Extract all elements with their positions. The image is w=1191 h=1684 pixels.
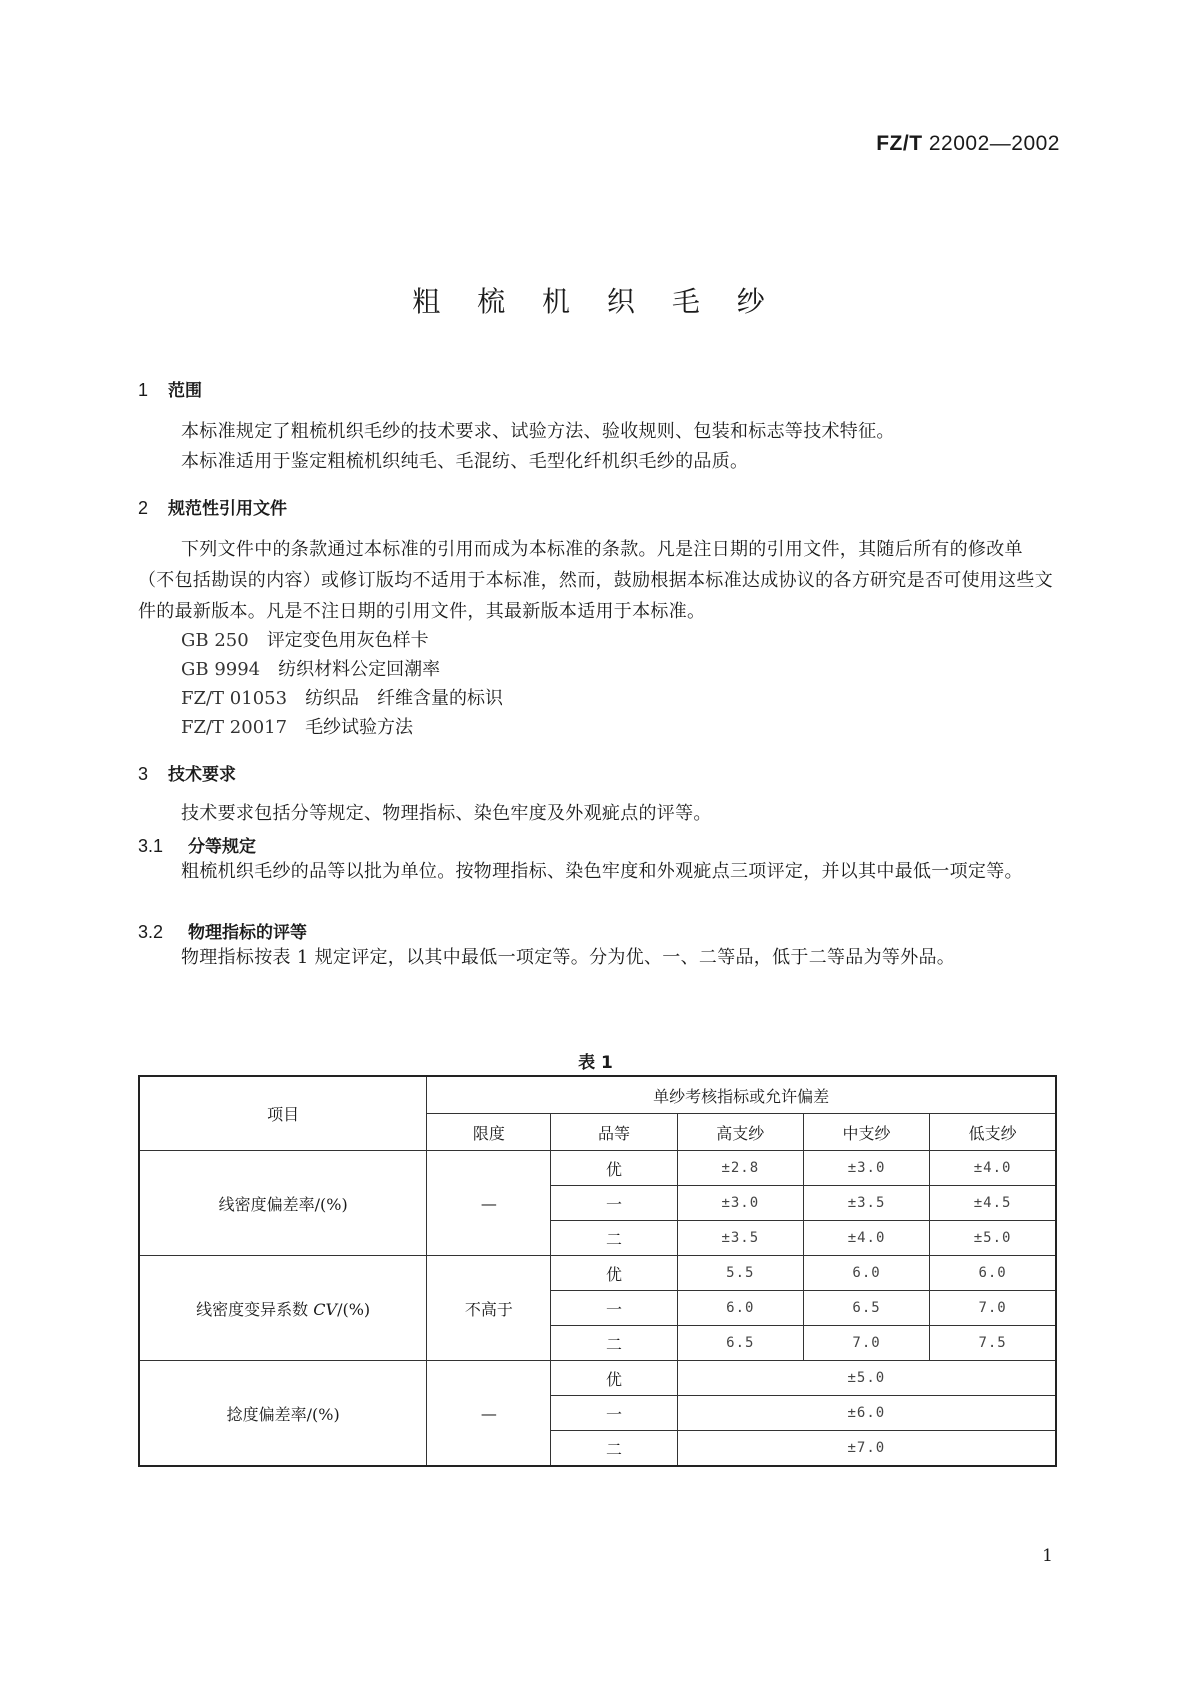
- reference-name: 纺织材料公定回潮率: [278, 659, 441, 680]
- header-grade: 品等: [551, 1114, 677, 1151]
- reference-item: [181, 655, 440, 681]
- section-3-heading: [138, 760, 236, 785]
- value-cell: ±3.5: [677, 1221, 803, 1256]
- value-cell: 6.0: [677, 1291, 803, 1326]
- header-low: 低支纱: [930, 1114, 1056, 1151]
- section-title: 分等规定: [188, 837, 256, 857]
- header-group: 单纱考核指标或允许偏差: [427, 1076, 1056, 1114]
- grade-cell: 一: [551, 1396, 677, 1431]
- table-row: [139, 1256, 1056, 1291]
- value-cell: ±4.0: [930, 1151, 1056, 1186]
- reference-name: 毛纱试验方法: [305, 717, 414, 738]
- section-number: 2: [138, 498, 149, 518]
- section-3-1-para: 粗梳机织毛纱的品等以批为单位。按物理指标、染色牢度和外观疵点三项评定，并以其中最低一项定等。: [181, 861, 1023, 882]
- standard-code-number: 22002—2002: [928, 132, 1060, 155]
- item-cell: 捻度偏差率/(%): [139, 1361, 427, 1467]
- value-cell: 7.0: [930, 1291, 1056, 1326]
- section-3-para-1: 技术要求包括分等规定、物理指标、染色牢度及外观疵点的评等。: [181, 803, 712, 824]
- table-row: [139, 1361, 1056, 1396]
- item-text: /(%): [337, 1299, 371, 1319]
- reference-code: GB 250: [181, 630, 249, 651]
- value-cell: 7.5: [930, 1326, 1056, 1361]
- reference-code: FZ/T 01053: [181, 688, 288, 709]
- value-cell: 6.0: [803, 1256, 929, 1291]
- limit-cell: —: [427, 1361, 551, 1467]
- value-cell: ±3.5: [803, 1186, 929, 1221]
- page-number: 1: [1042, 1546, 1053, 1566]
- grade-cell: 二: [551, 1431, 677, 1467]
- section-title: 技术要求: [168, 765, 236, 785]
- value-cell: 6.5: [677, 1326, 803, 1361]
- value-cell: 5.5: [677, 1256, 803, 1291]
- grade-cell: 优: [551, 1256, 677, 1291]
- section-number: 1: [138, 380, 149, 400]
- limit-cell: 不高于: [427, 1256, 551, 1361]
- value-cell: 6.5: [803, 1291, 929, 1326]
- value-cell: ±5.0: [930, 1221, 1056, 1256]
- value-cell-merged: ±7.0: [677, 1431, 1056, 1467]
- value-cell-merged: ±6.0: [677, 1396, 1056, 1431]
- item-text-cv: CV: [313, 1299, 338, 1319]
- section-1-heading: [138, 376, 202, 401]
- grade-cell: 一: [551, 1186, 677, 1221]
- grade-cell: 优: [551, 1361, 677, 1396]
- item-cell: 线密度偏差率/(%): [139, 1151, 427, 1256]
- section-3-2-heading: [138, 918, 307, 943]
- header-high: 高支纱: [677, 1114, 803, 1151]
- value-cell-merged: ±5.0: [677, 1361, 1056, 1396]
- grading-table: [138, 1075, 1057, 1467]
- grade-cell: 二: [551, 1326, 677, 1361]
- grade-cell: 优: [551, 1151, 677, 1186]
- section-3-1-heading: [138, 832, 256, 857]
- item-text: 线密度变异系数: [196, 1299, 314, 1319]
- reference-code: GB 9994: [181, 659, 261, 680]
- reference-item: [181, 684, 503, 710]
- section-number: 3: [138, 764, 149, 784]
- section-number: 3.2: [138, 922, 164, 942]
- value-cell: 7.0: [803, 1326, 929, 1361]
- section-3-2-para: 物理指标按表 1 规定评定，以其中最低一项定等。分为优、一、二等品，低于二等品为等外品。: [181, 947, 956, 968]
- document-title: 粗 梳 机 织 毛 纱: [412, 285, 779, 318]
- header-mid: 中支纱: [803, 1114, 929, 1151]
- grade-cell: 二: [551, 1221, 677, 1256]
- section-1-para-2: 本标准适用于鉴定粗梳机织纯毛、毛混纺、毛型化纤机织毛纱的品质。: [181, 451, 749, 472]
- reference-item: [181, 713, 413, 739]
- value-cell: ±3.0: [803, 1151, 929, 1186]
- reference-name: 纺织品 纤维含量的标识: [305, 688, 504, 709]
- reference-code: FZ/T 20017: [181, 717, 288, 738]
- limit-cell: —: [427, 1151, 551, 1256]
- standard-code-prefix: FZ/T: [876, 132, 923, 155]
- value-cell: 6.0: [930, 1256, 1056, 1291]
- value-cell: ±2.8: [677, 1151, 803, 1186]
- value-cell: ±4.0: [803, 1221, 929, 1256]
- header-item: 项目: [139, 1076, 427, 1151]
- section-1-para-1: 本标准规定了粗梳机织毛纱的技术要求、试验方法、验收规则、包装和标志等技术特征。: [181, 421, 895, 442]
- item-cell: [139, 1256, 427, 1361]
- section-title: 范围: [168, 381, 202, 401]
- table-caption: 表 1: [578, 1053, 613, 1073]
- section-2-heading: [138, 494, 287, 519]
- value-cell: ±3.0: [677, 1186, 803, 1221]
- reference-item: [181, 626, 429, 652]
- reference-name: 评定变色用灰色样卡: [266, 630, 429, 651]
- section-2-para-1: 下列文件中的条款通过本标准的引用而成为本标准的条款。凡是注日期的引用文件，其随后所有的修改单（不包括勘误的内容）或修订版均不适用于本标准，然而，鼓励根据本标准达成协议的各方研究是否可使用这些文件的最新版本。凡是不注日期的引用文件，其最新版本适用于本标准。: [138, 539, 1053, 622]
- section-number: 3.1: [138, 836, 164, 856]
- value-cell: ±4.5: [930, 1186, 1056, 1221]
- table-header-row: [139, 1076, 1056, 1114]
- section-title: 规范性引用文件: [168, 499, 287, 519]
- section-title: 物理指标的评等: [188, 923, 307, 943]
- table-row: [139, 1151, 1056, 1186]
- header-limit: 限度: [427, 1114, 551, 1151]
- grade-cell: 一: [551, 1291, 677, 1326]
- standard-code: [876, 132, 1060, 156]
